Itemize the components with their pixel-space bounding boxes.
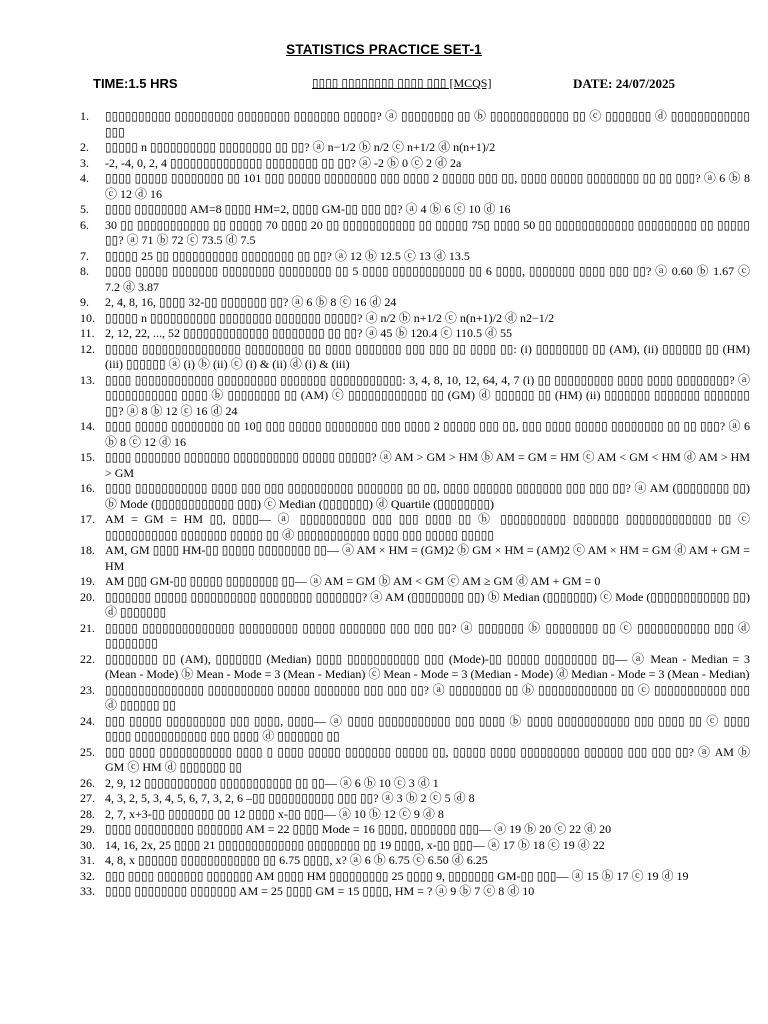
question-number: 1. — [80, 109, 89, 123]
question-number: 21. — [80, 620, 95, 635]
question-text: ▯▯▯▯▯▯▯▯▯▯▯▯▯▯▯ ▯▯▯▯▯▯▯▯▯▯ ▯▯▯▯▯ ▯▯▯▯▯▯▯ ▯▯▯ ▯▯▯ ▯▯? ⓐ ▯▯▯▯▯▯▯▯ ▯▯ ⓑ ▯▯▯▯▯▯▯▯▯▯▯▯ ▯▯ ⓒ ▯▯▯▯▯▯▯▯▯▯▯ ▯▯▯ ⓓ ▯▯▯▯▯▯ ▯▯ — [105, 682, 750, 712]
question-item — [0, 264, 768, 295]
question-text: ▯▯▯▯ ▯▯▯▯▯▯▯▯ ▯▯▯▯▯▯▯ AM = 25 ▯▯▯▯ GM = 15 ▯▯▯▯, HM = ? ⓐ 9 ⓑ 7 ⓒ 8 ⓓ 10 — [105, 884, 535, 898]
question-item — [0, 791, 768, 807]
question-item — [0, 590, 768, 621]
question-number: 31. — [80, 853, 95, 867]
question-number: 27. — [80, 791, 95, 805]
question-text: ▯▯▯▯▯ n ▯▯▯▯▯▯▯▯▯▯ ▯▯▯▯▯▯▯▯ ▯▯ ▯▯? ⓐ n−1/2 ⓑ n/2 ⓒ n+1/2 ⓓ n(n+1)/2 — [105, 140, 496, 154]
question-number: 7. — [80, 248, 89, 263]
question-text: ▯▯▯▯▯▯▯ ▯▯▯▯▯ ▯▯▯▯▯▯▯▯▯▯ ▯▯▯▯▯▯▯▯ ▯▯▯▯▯▯▯? ⓐ AM (▯▯▯▯▯▯▯▯ ▯▯) ⓑ Median (▯▯▯▯▯▯▯) ⓒ Mode (▯▯▯▯▯▯▯▯▯▯▯▯ ▯▯) ⓓ ▯▯▯▯▯▯▯ — [105, 589, 750, 619]
question-text: ▯▯▯▯▯ ▯▯▯▯▯▯▯▯▯▯▯▯▯▯▯ ▯▯▯▯▯▯▯▯▯ ▯▯ ▯▯▯▯ ▯▯▯▯▯▯▯ ▯▯▯ ▯▯▯ ▯▯ ▯▯▯▯ ▯▯: (i) ▯▯▯▯▯▯▯▯ ▯▯ (AM), (ii) ▯▯▯▯▯▯ ▯▯ (HM) (iii) ▯▯▯▯▯▯ ⓐ (i) ⓑ (ii) ⓒ (i) & (ii) ⓓ (i) & (iii) — [105, 341, 750, 371]
question-number: 5. — [80, 202, 89, 216]
question-item — [0, 869, 768, 885]
question-text: 4, 3, 2, 5, 3, 4, 5, 6, 7, 3, 2, 6 –▯▯ ▯▯▯▯▯▯▯▯▯▯ ▯▯▯ ▯▯? ⓐ 3 ⓑ 2 ⓒ 5 ⓓ 8 — [105, 791, 475, 805]
question-text: 14, 16, 2x, 25 ▯▯▯▯ 21 ▯▯▯▯▯▯▯▯▯▯▯▯▯ ▯▯▯▯▯▯▯▯ ▯▯ 19 ▯▯▯▯, x-▯▯ ▯▯▯— ⓐ 17 ⓑ 18 ⓒ 19 ⓓ 22 — [105, 837, 605, 852]
question-item — [0, 326, 768, 342]
question-item — [0, 853, 768, 869]
question-number: 26. — [80, 775, 95, 790]
question-text: ▯▯▯ ▯▯▯▯ ▯▯▯▯▯▯▯ ▯▯▯▯▯▯▯ AM ▯▯▯▯ HM ▯▯▯▯▯▯▯▯▯ 25 ▯▯▯▯ 9, ▯▯▯▯▯▯▯ GM-▯▯ ▯▯▯— ⓐ 15 ⓑ 17 ⓒ 19 ⓓ 19 — [105, 868, 689, 883]
question-number: 20. — [80, 589, 95, 604]
question-item — [0, 202, 768, 218]
question-text: AM, GM ▯▯▯▯ HM-▯▯ ▯▯▯▯▯ ▯▯▯▯▯▯▯▯ ▯▯— ⓐ AM × HM = (GM)2 ⓑ GM × HM = (AM)2 ⓒ AM × HM = GM ⓓ AM + GM = HM — [105, 543, 750, 573]
question-text: ▯▯▯▯ ▯▯▯▯▯▯▯▯▯▯▯ ▯▯▯▯ ▯▯▯ ▯▯▯ ▯▯▯▯▯▯▯▯▯▯ ▯▯▯▯▯▯▯ ▯▯ ▯▯, ▯▯▯▯ ▯▯▯▯▯▯ ▯▯▯▯▯▯▯ ▯▯▯ ▯▯▯ ▯▯? ⓐ AM (▯▯▯▯▯▯▯▯ ▯▯) ⓑ Mode (▯▯▯▯▯▯▯▯▯▯▯▯ ▯▯▯) ⓒ Median (▯▯▯▯▯▯▯) ⓓ Quartile (▯▯▯▯▯▯▯▯) — [105, 481, 750, 511]
question-item — [0, 574, 768, 590]
question-number: 18. — [80, 543, 95, 557]
question-item — [0, 512, 768, 543]
question-text: ▯▯▯▯ ▯▯▯▯▯ ▯▯▯▯▯▯▯ ▯▯▯▯▯▯▯▯ ▯▯▯▯▯▯▯▯ ▯▯ 5 ▯▯▯▯ ▯▯▯▯▯▯▯▯▯▯▯ ▯▯ 6 ▯▯▯▯, ▯▯▯▯▯▯▯ ▯▯▯▯ ▯▯▯ ▯▯? ⓐ 0.60 ⓑ 1.67 ⓒ 7.2 ⓓ 3.87 — [105, 264, 750, 294]
question-number: 29. — [80, 822, 95, 836]
question-text: AM ▯▯▯ GM-▯▯ ▯▯▯▯▯ ▯▯▯▯▯▯▯▯ ▯▯— ⓐ AM = GM ⓑ AM < GM ⓒ AM ≥ GM ⓓ AM + GM = 0 — [105, 574, 601, 588]
question-item — [0, 884, 768, 900]
question-item — [0, 745, 768, 776]
question-number: 9. — [80, 295, 89, 309]
question-item — [0, 311, 768, 327]
question-text: ▯▯▯▯▯ ▯▯▯▯▯▯▯▯▯▯▯▯▯▯ ▯▯▯▯▯▯▯▯▯ ▯▯▯▯▯ ▯▯▯▯▯▯▯ ▯▯▯ ▯▯▯ ▯▯? ⓐ ▯▯▯▯▯▯▯ ⓑ ▯▯▯▯▯▯▯▯ ▯▯ ⓒ ▯▯▯▯▯▯▯▯▯▯▯ ▯▯▯ ⓓ ▯▯▯▯▯▯▯▯ — [105, 620, 750, 650]
question-item — [0, 156, 768, 172]
question-item — [0, 822, 768, 838]
question-number: 16. — [80, 481, 95, 495]
question-item — [0, 714, 768, 745]
question-number: 15. — [80, 450, 95, 464]
question-text: ▯▯▯▯▯ 25 ▯▯ ▯▯▯▯▯▯▯▯▯▯ ▯▯▯▯▯▯▯▯ ▯▯ ▯▯? ⓐ 12 ⓑ 12.5 ⓒ 13 ⓓ 13.5 — [105, 248, 470, 263]
question-number: 25. — [80, 744, 95, 759]
question-number: 33. — [80, 884, 95, 898]
question-text: ▯▯▯▯ ▯▯▯▯▯ ▯▯▯▯▯▯▯▯ ▯▯ 10▯ ▯▯▯ ▯▯▯▯▯ ▯▯▯▯▯▯▯▯ ▯▯▯ ▯▯▯▯ 2 ▯▯▯▯▯ ▯▯▯ ▯▯, ▯▯▯ ▯▯▯▯ ▯▯▯▯▯ ▯▯▯▯▯▯▯▯ ▯▯ ▯▯ ▯▯▯? ⓐ 6 ⓑ 8 ⓒ 12 ⓓ 16 — [105, 419, 750, 449]
question-item — [0, 109, 768, 140]
question-number: 4. — [80, 171, 89, 185]
question-item — [0, 683, 768, 714]
question-number: 3. — [80, 155, 89, 170]
question-number: 10. — [80, 310, 95, 325]
question-item — [0, 543, 768, 574]
question-text: 2, 9, 12 ▯▯▯▯▯▯▯▯▯▯▯ ▯▯▯▯▯▯▯▯▯▯▯ ▯▯ ▯▯— ⓐ 6 ⓑ 10 ⓒ 3 ⓓ 1 — [105, 775, 439, 790]
question-text: ▯▯▯▯ ▯▯▯▯▯▯▯▯▯ ▯▯▯▯▯▯▯ AM = 22 ▯▯▯▯ Mode = 16 ▯▯▯▯, ▯▯▯▯▯▯▯ ▯▯▯— ⓐ 19 ⓑ 20 ⓒ 22 ⓓ 20 — [105, 822, 612, 836]
question-item — [0, 776, 768, 792]
question-number: 19. — [80, 574, 95, 588]
question-number: 6. — [80, 217, 89, 232]
question-number: 13. — [80, 372, 95, 387]
question-item — [0, 342, 768, 373]
question-text: 2, 4, 8, 16, ▯▯▯▯ 32-▯▯ ▯▯▯▯▯▯▯ ▯▯? ⓐ 6 ⓑ 8 ⓒ 16 ⓓ 24 — [105, 295, 397, 309]
question-text: ▯▯▯ ▯▯▯▯▯ ▯▯▯▯▯▯▯▯▯ ▯▯▯ ▯▯▯▯, ▯▯▯▯— ⓐ ▯▯▯▯ ▯▯▯▯▯▯▯▯▯▯▯ ▯▯▯ ▯▯▯▯ ⓑ ▯▯▯▯ ▯▯▯▯▯▯▯▯▯▯▯ ▯▯▯ ▯▯▯▯ ▯▯ ⓒ ▯▯▯▯ ▯▯▯▯ ▯▯▯▯▯▯▯▯▯▯▯ ▯▯▯ ▯▯▯▯ ⓓ ▯▯▯▯▯▯▯ ▯▯ — [105, 713, 750, 743]
question-item — [0, 373, 768, 420]
page-title: STATISTICS PRACTICE SET-1 — [286, 42, 482, 57]
question-text: ▯▯▯▯▯▯▯▯▯▯ ▯▯▯▯▯▯▯▯▯ ▯▯▯▯▯▯▯▯ ▯▯▯▯▯▯▯ ▯▯▯▯▯? ⓐ ▯▯▯▯▯▯▯▯ ▯▯ ⓑ ▯▯▯▯▯▯▯▯▯▯▯▯ ▯▯ ⓒ ▯▯▯▯▯▯▯ ⓓ ▯▯▯▯▯▯▯▯▯▯▯▯ ▯▯▯ — [105, 109, 750, 139]
question-item — [0, 140, 768, 156]
question-number: 2. — [80, 140, 89, 154]
question-number: 11. — [80, 326, 95, 340]
question-number: 32. — [80, 868, 95, 883]
question-text: 2, 12, 22, ..., 52 ▯▯▯▯▯▯▯▯▯▯▯▯▯ ▯▯▯▯▯▯▯▯ ▯▯ ▯▯? ⓐ 45 ⓑ 120.4 ⓒ 110.5 ⓓ 55 — [105, 326, 512, 340]
question-item — [0, 218, 768, 249]
exam-subtitle: ▯▯▯▯ ▯▯▯▯▯▯▯▯ ▯▯▯▯ ▯▯▯ [MCQS] — [312, 76, 492, 90]
question-item — [0, 249, 768, 265]
question-item — [0, 621, 768, 652]
question-list — [0, 109, 768, 900]
question-text: ▯▯▯▯ ▯▯▯▯▯▯▯▯▯▯▯▯ ▯▯▯▯▯▯▯▯▯ ▯▯▯▯▯▯▯ ▯▯▯▯▯▯▯▯▯▯▯: 3, 4, 8, 10, 12, 64, 4, 7 (i) ▯▯ ▯▯▯▯▯▯▯▯▯ ▯▯▯▯ ▯▯▯▯ ▯▯▯▯▯▯▯▯? ⓐ ▯▯▯▯▯▯▯▯▯▯▯ ▯▯▯▯ ⓑ ▯▯▯▯▯▯▯▯ ▯▯ (AM) ⓒ ▯▯▯▯▯▯▯▯▯▯▯▯ ▯▯ (GM) ⓓ ▯▯▯▯▯▯ ▯▯ (HM) (ii) ▯▯▯▯▯▯▯ ▯▯▯▯▯▯▯ ▯▯▯▯▯▯▯ ▯▯? ⓐ 8 ⓑ 12 ⓒ 16 ⓓ 24 — [105, 372, 750, 418]
question-item — [0, 838, 768, 854]
question-text: ▯▯▯▯ ▯▯▯▯▯▯▯▯ AM=8 ▯▯▯▯ HM=2, ▯▯▯▯ GM-▯▯ ▯▯▯ ▯▯? ⓐ 4 ⓑ 6 ⓒ 10 ⓓ 16 — [105, 202, 511, 216]
question-text: ▯▯▯ ▯▯▯▯ ▯▯▯▯▯▯▯▯▯▯▯ ▯▯▯▯ ▯ ▯▯▯▯ ▯▯▯▯▯ ▯▯▯▯▯▯▯ ▯▯▯▯▯ ▯▯, ▯▯▯▯▯ ▯▯▯▯ ▯▯▯▯▯▯▯▯▯ ▯▯▯▯▯▯ ▯▯▯ ▯▯▯ ▯▯? ⓐ AM ⓑ GM ⓒ HM ⓓ ▯▯▯▯▯▯▯ ▯▯ — [105, 744, 750, 774]
question-number: 14. — [80, 419, 95, 433]
question-number: 30. — [80, 837, 95, 852]
question-text: AM = GM = HM ▯▯, ▯▯▯▯— ⓐ ▯▯▯▯▯▯▯▯▯▯ ▯▯▯ ▯▯▯ ▯▯▯▯ ▯▯ ⓑ ▯▯▯▯▯▯▯▯▯▯ ▯▯▯▯▯▯▯ ▯▯▯▯▯▯▯▯▯▯▯▯▯ ▯▯ ⓒ ▯▯▯▯▯▯▯▯▯▯▯ ▯▯▯▯▯▯▯ ▯▯▯▯▯ ▯▯ ⓓ ▯▯▯▯▯▯▯▯▯▯▯ ▯▯▯▯ ▯▯▯ ▯▯▯▯▯ ▯▯▯▯▯ — [105, 512, 750, 542]
question-item — [0, 295, 768, 311]
date-label: DATE: 24/07/2025 — [573, 76, 675, 91]
question-text: 4, 8, x ▯▯▯▯▯▯ ▯▯▯▯▯▯▯▯▯▯▯▯ ▯▯ 6.75 ▯▯▯▯, x? ⓐ 6 ⓑ 6.75 ⓒ 6.50 ⓓ 6.25 — [105, 853, 488, 867]
question-item — [0, 171, 768, 202]
question-item — [0, 481, 768, 512]
question-text: ▯▯▯▯ ▯▯▯▯▯ ▯▯▯▯▯▯▯▯ ▯▯ 101 ▯▯▯ ▯▯▯▯▯ ▯▯▯▯▯▯▯▯ ▯▯▯ ▯▯▯▯ 2 ▯▯▯▯▯ ▯▯▯ ▯▯, ▯▯▯▯ ▯▯▯▯▯ ▯▯▯▯▯▯▯▯ ▯▯ ▯▯ ▯▯▯? ⓐ 6 ⓑ 8 ⓒ 12 ⓓ 16 — [105, 171, 750, 201]
question-text: 2, 7, x+3-▯▯ ▯▯▯▯▯▯▯ ▯▯ 12 ▯▯▯▯ x-▯▯ ▯▯▯— ⓐ 10 ⓑ 12 ⓒ 9 ⓓ 8 — [105, 806, 444, 821]
question-item — [0, 450, 768, 481]
question-item — [0, 419, 768, 450]
question-number: 22. — [80, 651, 95, 666]
question-text: ▯▯▯▯▯ n ▯▯▯▯▯▯▯▯▯▯ ▯▯▯▯▯▯▯▯ ▯▯▯▯▯▯▯ ▯▯▯▯▯? ⓐ n/2 ⓑ n+1/2 ⓒ n(n+1)/2 ⓓ n2−1/2 — [105, 310, 555, 325]
time-label: TIME:1.5 HRS — [93, 76, 178, 91]
question-number: 23. — [80, 682, 95, 697]
question-text: ▯▯▯▯▯▯▯▯ ▯▯ (AM), ▯▯▯▯▯▯▯ (Median) ▯▯▯▯ ▯▯▯▯▯▯▯▯▯▯▯ ▯▯▯ (Mode)-▯▯ ▯▯▯▯▯ ▯▯▯▯▯▯▯▯ ▯▯— ⓐ Mean - Median = 3 (Mean - Mode) ⓑ Mean - Mode = 3 (Mean - Median) ⓒ Mean - Mode = 3 (Median - Mode) ⓓ Median - Mode = 3 (Mean - Median) — [105, 651, 750, 681]
question-text: 30 ▯▯ ▯▯▯▯▯▯▯▯▯▯▯ ▯▯ ▯▯▯▯▯ 70 ▯▯▯▯ 20 ▯▯ ▯▯▯▯▯▯▯▯▯▯▯ ▯▯ ▯▯▯▯▯ 75▯ ▯▯▯▯ 50 ▯▯ ▯▯▯▯▯▯▯▯▯▯▯▯ ▯▯▯▯▯▯▯▯▯ ▯▯ ▯▯▯▯▯ ▯▯? ⓐ 71 ⓑ 72 ⓒ 73.5 ⓓ 7.5 — [105, 217, 750, 247]
question-item — [0, 807, 768, 823]
question-number: 12. — [80, 341, 95, 356]
question-text: ▯▯▯▯ ▯▯▯▯▯▯▯ ▯▯▯▯▯▯▯ ▯▯▯▯▯▯▯▯▯▯ ▯▯▯▯▯ ▯▯▯▯▯? ⓐ AM > GM > HM ⓑ AM = GM = HM ⓒ AM < GM < HM ⓓ AM > HM > GM — [105, 450, 750, 480]
question-number: 24. — [80, 713, 95, 728]
question-text: -2, -4, 0, 2, 4 ▯▯▯▯▯▯▯▯▯▯▯▯▯▯ ▯▯▯▯▯▯▯▯ ▯▯ ▯▯? ⓐ -2 ⓑ 0 ⓒ 2 ⓓ 2a — [105, 155, 462, 170]
question-number: 17. — [80, 512, 95, 526]
question-item — [0, 652, 768, 683]
question-number: 8. — [80, 264, 89, 278]
question-number: 28. — [80, 806, 95, 821]
